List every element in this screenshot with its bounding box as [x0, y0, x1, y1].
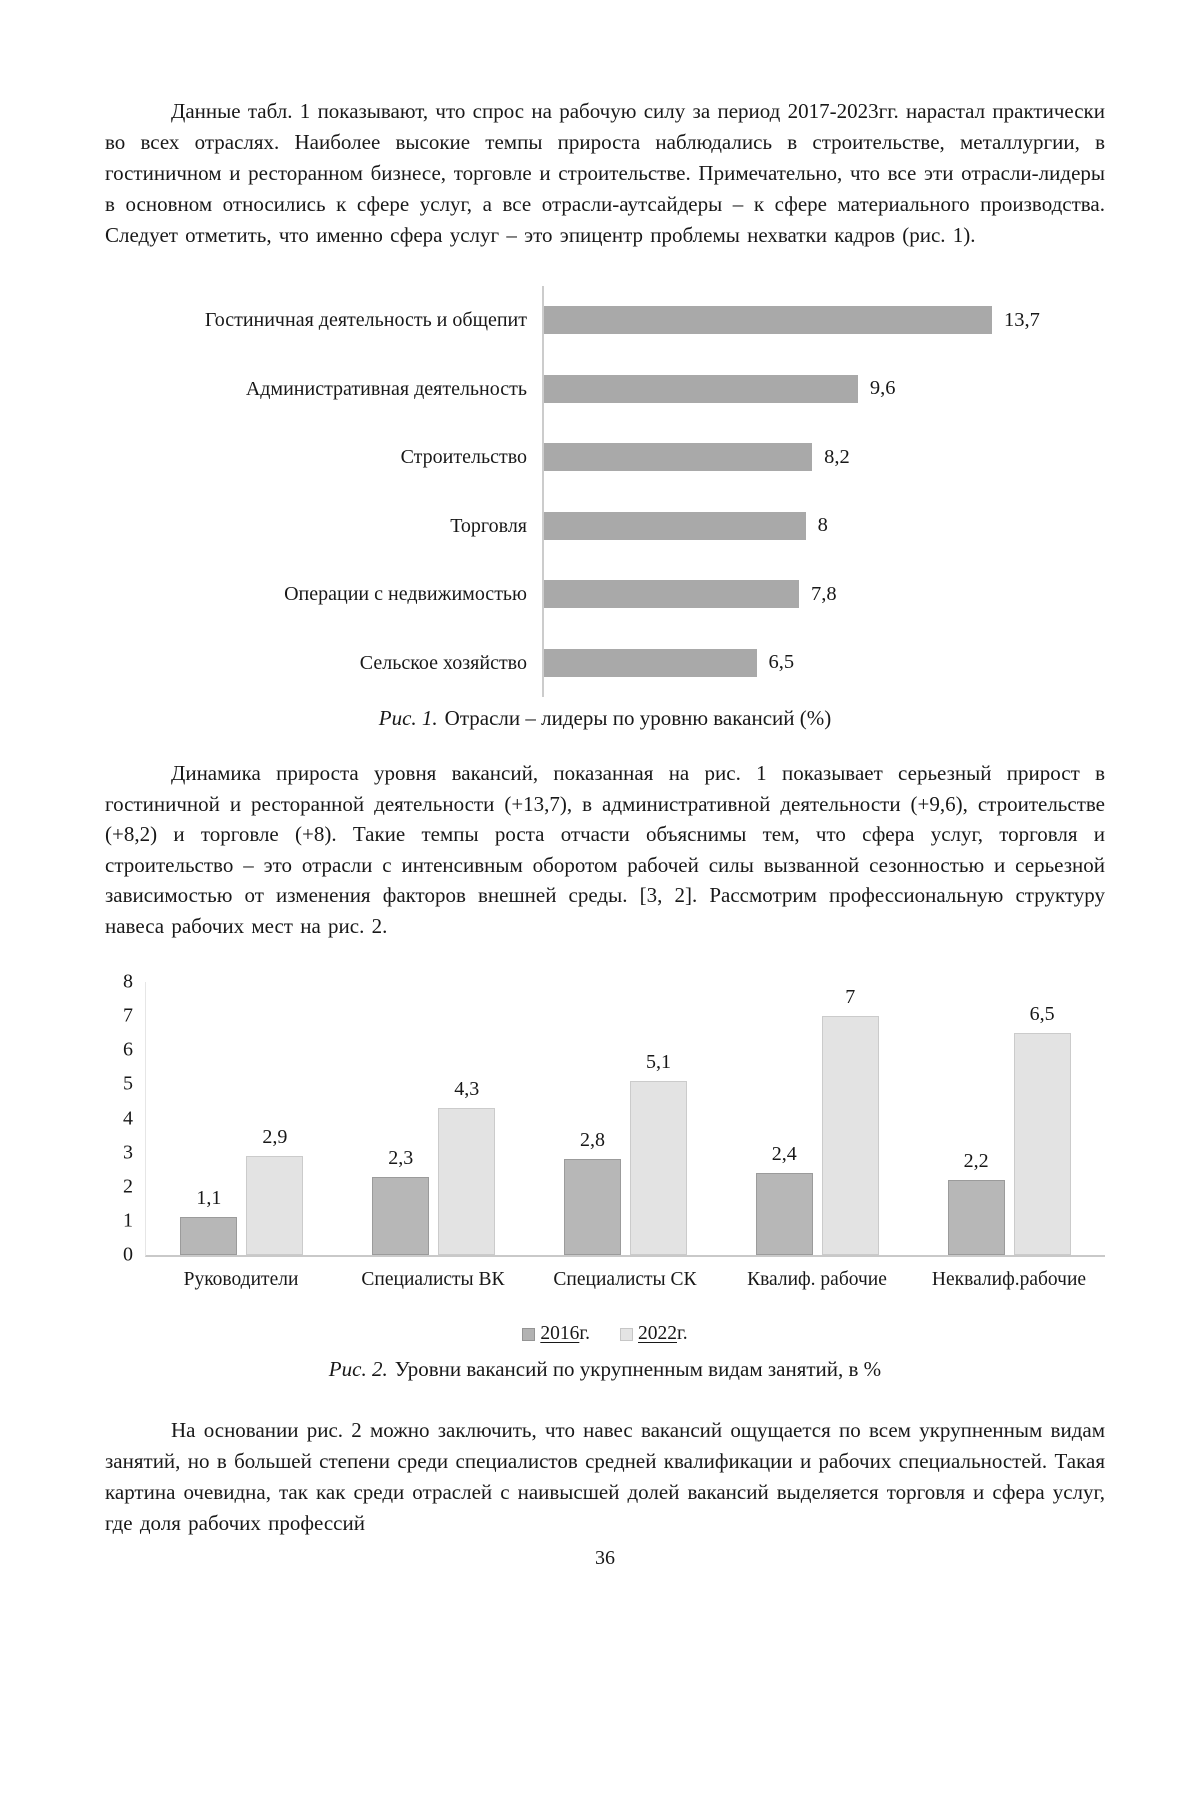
figure-1-value-label: 8,2 [824, 445, 850, 468]
figure-1-category-label: Торговля [450, 514, 527, 537]
figure-2-caption-text: Уровни вакансий по укрупненным видам занятий, в % [394, 1357, 882, 1381]
figure-2-value-label: 2,8 [579, 1129, 605, 1152]
figure-2-bar [180, 1187, 237, 1255]
figure-2-y-tick: 2 [123, 1175, 133, 1198]
legend-year: 2016 [540, 1323, 580, 1344]
figure-1-category-label: Строительство [400, 446, 527, 469]
figure-1-bar [544, 306, 992, 334]
figure-1-caption-text: Отрасли – лидеры по уровню вакансий (%) [444, 706, 832, 730]
figure-1-bar-row [544, 492, 1105, 561]
figure-2-bar-group [146, 1126, 338, 1255]
figure-1-caption [105, 706, 1105, 736]
figure-1-chart [105, 286, 1105, 697]
figure-2-y-tick: 0 [123, 1243, 133, 1266]
figure-2-y-tick: 6 [123, 1038, 133, 1061]
figure-2-caption-number: Рис. 2. [328, 1357, 388, 1381]
figure-1-value-label: 9,6 [869, 377, 896, 400]
figure-2-y-tick: 3 [123, 1141, 133, 1164]
figure-2-value-label: 2,2 [963, 1149, 989, 1172]
figure-1-bar-row [544, 423, 1105, 492]
legend-swatch-icon [620, 1328, 633, 1341]
figure-1-caption-number: Рис. 1. [378, 706, 438, 730]
page-number: 36 [595, 1547, 615, 1569]
figure-2-value-label: 2,3 [388, 1146, 414, 1169]
legend-year-suffix: г. [677, 1323, 688, 1344]
figure-2-bar [438, 1078, 495, 1255]
figure-2-bar [564, 1129, 621, 1255]
figure-2-legend-item [620, 1323, 688, 1345]
figure-1-category-labels [105, 286, 542, 697]
figure-1-category-label: Административная деятельность [245, 377, 527, 400]
figure-2-y-tick: 7 [123, 1004, 133, 1027]
figure-2-legend [105, 1321, 1105, 1347]
page-content [0, 96, 1200, 1570]
figure-1-bar-row [544, 560, 1105, 629]
figure-2-bar-group [338, 1078, 530, 1255]
figure-2-x-label: Специалисты СК [553, 1269, 697, 1290]
figure-2-value-label: 2,4 [771, 1143, 797, 1166]
figure-1-category-label: Операции с недвижимостью [284, 583, 527, 606]
figure-2-bar [756, 1143, 813, 1255]
figure-1-bar [544, 375, 858, 403]
legend-year-suffix: г. [579, 1323, 590, 1344]
figure-1-bar [544, 443, 812, 471]
figure-2-caption [105, 1357, 1105, 1387]
figure-2-bar [822, 986, 879, 1255]
figure-2-bar [372, 1146, 429, 1255]
figure-2-chart [105, 970, 1105, 1347]
figure-1-bar [544, 512, 806, 540]
figure-2-bar-group [721, 986, 913, 1255]
figure-1-bar-row [544, 629, 1105, 698]
figure-2-x-axis-labels [105, 1269, 1105, 1297]
figure-2-plot-area [145, 982, 1105, 1257]
figure-2-bar [1014, 1003, 1071, 1255]
paragraph-1: Данные табл. 1 показывают, что спрос на рабочую силу за период 2017-2023гг. нарастал практически во всех отраслях. Наиболее высокие темпы прироста наблюдались в строительстве, металлургии, в гостиничном и ресторанном бизнесе, торговле и строительстве. Примечательно, что все эти отрасли-лидеры в основном относились к сфере услуг, а все отрасли-аутсайдеры – к сфере материального производства. Следует отметить, что именно сфера услуг – это эпицентр проблемы нехватки кадров (рис. 1). [105, 99, 1105, 247]
figure-1-value-label: 7,8 [811, 582, 837, 605]
figure-2-bar-group [530, 1050, 722, 1255]
figure-2-bar [630, 1050, 687, 1255]
figure-2-x-label: Специалисты ВК [361, 1269, 505, 1290]
figure-2-value-label: 4,3 [454, 1078, 480, 1101]
figure-2-x-label: Руководители [183, 1269, 299, 1290]
legend-swatch-icon [522, 1328, 535, 1341]
figure-2-bar [246, 1126, 303, 1255]
figure-1-value-label: 13,7 [1003, 308, 1040, 331]
figure-1-plot-area [542, 286, 1105, 697]
paragraph-3: На основании рис. 2 можно заключить, что навес вакансий ощущается по всем укрупненным видам занятий, но в большей степени среди специалистов средней квалификации и рабочих специальностей. Такая картина очевидна, так как среди отраслей с наивысшей долей вакансий выделяется торговля и сфера услуг, где доля рабочих профессий [105, 1418, 1105, 1535]
figure-1-bar-row [544, 355, 1105, 424]
figure-2-y-tick: 5 [123, 1072, 133, 1095]
figure-2-y-tick: 8 [123, 970, 133, 993]
figure-2-legend-item [522, 1323, 590, 1345]
figure-1-value-label: 8 [817, 514, 828, 537]
legend-year: 2022 [638, 1323, 677, 1344]
figure-1-category-label: Гостиничная деятельность и общепит [204, 309, 527, 332]
figure-2-bar-group [913, 1003, 1105, 1255]
figure-2-value-label: 5,1 [645, 1050, 671, 1073]
figure-1-category-label: Сельское хозяйство [359, 651, 527, 674]
figure-2-value-label: 6,5 [1029, 1003, 1055, 1026]
figure-1-bar [544, 649, 757, 677]
figure-2-value-label: 7 [845, 986, 856, 1009]
figure-1-bar [544, 580, 799, 608]
figure-2-value-label: 2,9 [262, 1126, 288, 1149]
figure-1-bar-row [544, 286, 1105, 355]
figure-2-value-label: 1,1 [196, 1187, 222, 1210]
figure-2-y-tick: 1 [123, 1209, 133, 1232]
figure-1-value-label: 6,5 [768, 651, 795, 674]
figure-2-y-tick: 4 [123, 1107, 133, 1129]
paragraph-2: Динамика прироста уровня вакансий, показанная на рис. 1 показывает серьезный прирост в гостиничной и ресторанной деятельности (+13,7), в административной деятельности (+9,6), строительстве (+8,2) и торговле (+8). Такие темпы роста отчасти объяснимы тем, что сфера услуг, торговля и строительство – это отрасли с интенсивным оборотом рабочей силы вызванной сезонностью и серьезной зависимостью от изменения факторов внешней среды. [3, 2]. Рассмотрим профессиональную структуру навеса рабочих мест на рис. 2. [105, 761, 1105, 938]
figure-2-x-label: Неквалиф.рабочие [931, 1269, 1087, 1290]
figure-2-bar [948, 1149, 1005, 1255]
figure-2-plot [105, 970, 1105, 1266]
figure-2-y-axis [105, 970, 145, 1266]
figure-2-x-label: Квалиф. рабочие [747, 1269, 887, 1290]
